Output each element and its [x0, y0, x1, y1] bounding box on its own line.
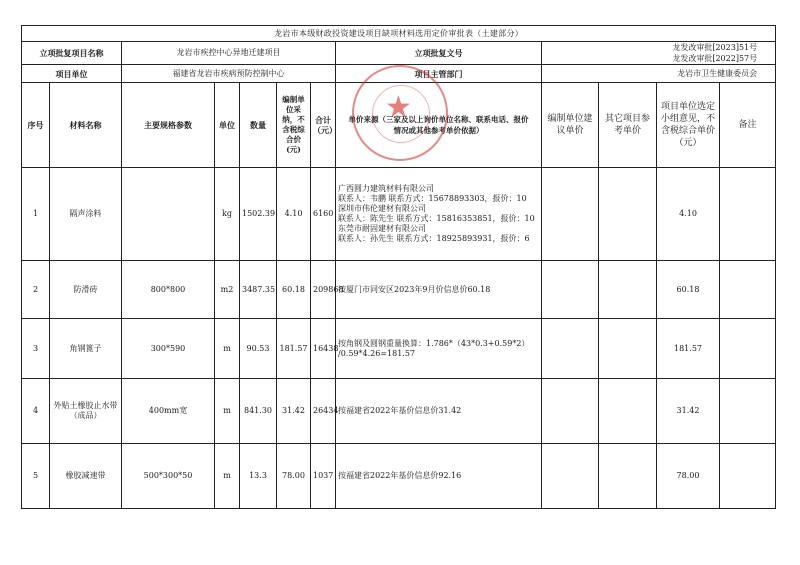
row-suggest: [542, 319, 599, 379]
source-line: 按福建省2022年基价信息价31.42: [338, 406, 462, 415]
row-qty: 1502.39: [240, 168, 277, 261]
header-row: [22, 83, 776, 168]
row-seq: 1: [22, 168, 50, 261]
approval-doc-1: 龙发改审批[2023]51号: [672, 43, 758, 52]
row-spec: 300*590: [122, 319, 215, 379]
row-source: [336, 319, 542, 379]
row-qty: 90.53: [240, 319, 277, 379]
header-source: 单价来源（三家及以上询价单位名称、联系电话、报价情况或其他参考单价依据）: [336, 83, 542, 168]
unit-label: 项目单位: [22, 65, 122, 83]
row-price: 181.57: [277, 319, 311, 379]
row-unit: m: [215, 444, 240, 509]
header-other-ref: 其它项目参考单价: [599, 83, 657, 168]
row-price: 4.10: [277, 168, 311, 261]
source-line: 联系人：陈先生 联系方式：15816353851，报价：10: [338, 214, 535, 223]
source-line: 联系人：韦鹏 联系方式：15678893303，报价：10: [338, 194, 527, 203]
source-line: 按厦门市同安区2023年9月价信息价60.18: [338, 284, 491, 294]
row-price: 60.18: [277, 261, 311, 319]
table-row: [22, 168, 776, 261]
row-seq: 3: [22, 319, 50, 379]
row-source: [336, 379, 542, 444]
row-group-price: 78.00: [657, 444, 720, 509]
row-material-name: 防滑砖: [50, 261, 122, 319]
row-source: [336, 444, 542, 509]
dept-label: 项目主管部门: [336, 65, 542, 83]
source-line: 联系人：孙先生 联系方式：18925893931，报价：6: [338, 234, 530, 243]
table-row: [22, 379, 776, 444]
row-remark: [720, 379, 776, 444]
row-spec: [122, 168, 215, 261]
row-group-price: 4.10: [657, 168, 720, 261]
header-price: 编制单位采纳，不含税综合价(元): [277, 83, 311, 168]
row-other-ref: [599, 444, 657, 509]
header-seq: 序号: [22, 83, 50, 168]
header-total: 合计（元）: [311, 83, 336, 168]
table-row: [22, 319, 776, 379]
row-suggest: [542, 379, 599, 444]
row-group-price: 31.42: [657, 379, 720, 444]
approval-form: [21, 25, 775, 540]
row-suggest: [542, 168, 599, 261]
row-remark: [720, 444, 776, 509]
row-other-ref: [599, 168, 657, 261]
header-remark: 备注: [720, 83, 776, 168]
form-title: 龙岩市本级财政投资建设项目缺项材料选用定价审批表（土建部分）: [22, 26, 776, 42]
row-seq: 5: [22, 444, 50, 509]
source-line: 按角钢及圆钢重量换算：1.786*（43*0.3+0.59*2）: [338, 338, 530, 348]
row-suggest: [542, 444, 599, 509]
project-unit: 福建省龙岩市疾病预防控制中心: [122, 65, 336, 83]
approval-doc-2: 龙发改审批[2022]57号: [672, 54, 758, 63]
row-qty: 13.3: [240, 444, 277, 509]
header-name: 材料名称: [50, 83, 122, 168]
row-total: 26434: [311, 379, 336, 444]
table-row: [22, 444, 776, 509]
row-price: 31.42: [277, 379, 311, 444]
project-name-label: 立项批复项目名称: [22, 42, 122, 65]
row-material-name: 角钢篦子: [50, 319, 122, 379]
approval-doc-label: 立项批复文号: [336, 42, 542, 65]
star-icon: ★: [385, 90, 412, 125]
header-group-price: 项目单位选定小组意见，不含税综合单价（元）: [657, 83, 720, 168]
row-suggest: [542, 261, 599, 319]
row-spec: 800*800: [122, 261, 215, 319]
row-unit: m: [215, 379, 240, 444]
source-line: 按福建省2022年基价信息价92.16: [338, 471, 462, 480]
row-remark: [720, 168, 776, 261]
row-price: 78.00: [277, 444, 311, 509]
row-group-price: 181.57: [657, 319, 720, 379]
row-qty: 3487.35: [240, 261, 277, 319]
row-other-ref: [599, 261, 657, 319]
row-other-ref: [599, 379, 657, 444]
row-source: [336, 261, 542, 319]
row-seq: 2: [22, 261, 50, 319]
source-line: 深圳市伟伦建材有限公司: [338, 204, 426, 213]
row-total: 209868: [311, 261, 336, 319]
row-seq: 4: [22, 379, 50, 444]
approval-table: [21, 25, 776, 509]
header-suggest: 编制单位建议单价: [542, 83, 599, 168]
row-total: 1037: [311, 444, 336, 509]
row-material-name: 隔声涂料: [50, 168, 122, 261]
row-total: 6160: [311, 168, 336, 261]
source-line: 广西圆力建筑材料有限公司: [338, 184, 434, 193]
row-source: [336, 168, 542, 261]
approval-doc-numbers: [542, 42, 776, 65]
dept-name: 龙岩市卫生健康委员会: [542, 65, 776, 83]
row-remark: [720, 319, 776, 379]
row-other-ref: [599, 319, 657, 379]
row-spec: 400mm宽: [122, 379, 215, 444]
row-qty: 841.30: [240, 379, 277, 444]
header-qty: 数量: [240, 83, 277, 168]
row-unit: m2: [215, 261, 240, 319]
table-row: [22, 261, 776, 319]
header-unit: 单位: [215, 83, 240, 168]
source-line: /0.59*4.26=181.57: [338, 348, 416, 358]
project-name: 龙岩市疾控中心异地迁建项目: [122, 42, 336, 65]
row-group-price: 60.18: [657, 261, 720, 319]
header-spec: 主要规格参数: [122, 83, 215, 168]
row-remark: [720, 261, 776, 319]
row-material-name: 橡胶减速带: [50, 444, 122, 509]
row-total: 16438: [311, 319, 336, 379]
row-spec: 500*300*50: [122, 444, 215, 509]
row-unit: m: [215, 319, 240, 379]
source-line: 东莞市耐固建材有限公司: [338, 224, 426, 233]
row-material-name: 外贴土橡胶止水带（成品）: [50, 379, 122, 444]
row-unit: kg: [215, 168, 240, 261]
